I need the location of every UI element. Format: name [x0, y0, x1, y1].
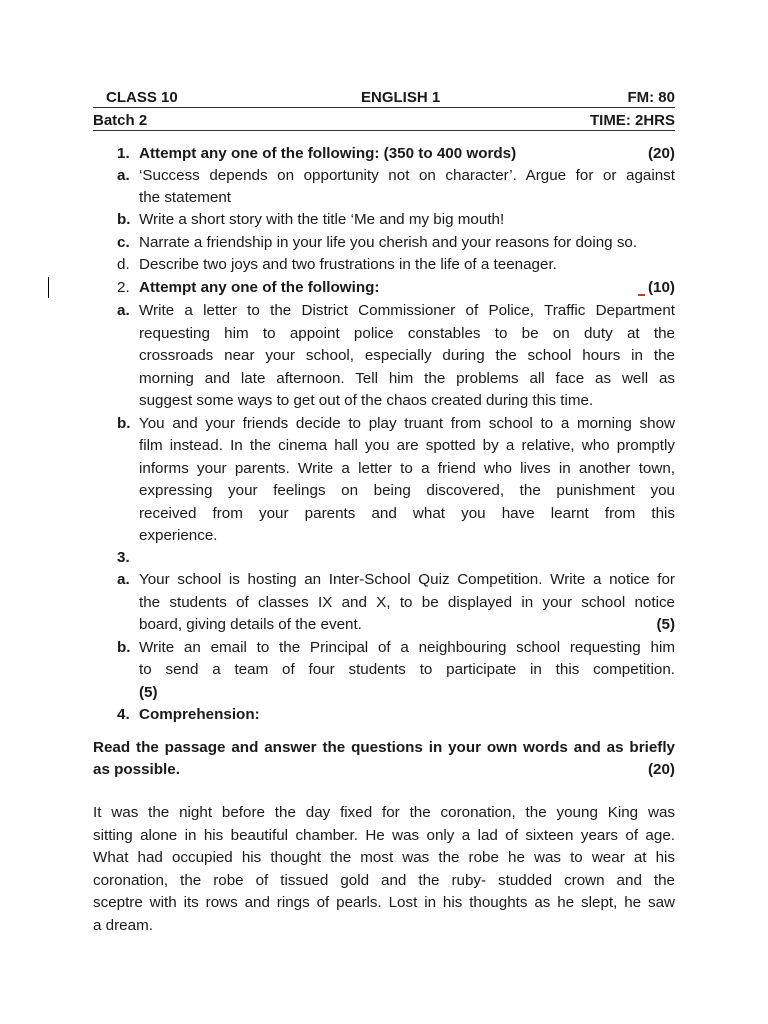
comprehension-instruction	[93, 738, 675, 758]
q1d-line-1: Describe two joys and two frustrations in the life of a teenager.	[139, 256, 557, 273]
header-divider	[93, 107, 675, 108]
q1c-label: c.	[117, 234, 130, 251]
subject-title: ENGLISH 1	[361, 89, 441, 106]
q1a-label: a.	[117, 167, 130, 184]
q1-number: 1.	[117, 145, 130, 162]
q2a-label: a.	[117, 302, 130, 319]
q2a-line-5: suggest some ways to get out of the chaos created during this time.	[139, 392, 594, 409]
q2a-line-4: morning and late afternoon. Tell him the problems all face as well as	[139, 370, 675, 387]
q1c-line-1: Narrate a friendship in your life you cherish and your reasons for doing so.	[139, 234, 638, 251]
q1a-line-2: the statement	[139, 189, 232, 206]
comprehension-passage	[93, 802, 675, 938]
passage-line-3: What had occupied his thought the most was the robe he was to wear at his	[93, 849, 675, 867]
q2-instruction: Attempt any one of the following:	[139, 279, 380, 296]
q3b-marks: (5)	[139, 684, 158, 701]
batch-label: Batch 2	[93, 112, 148, 129]
text-cursor	[48, 277, 49, 298]
q2-marks: (10)	[647, 279, 675, 296]
q4-number: 4.	[117, 706, 130, 723]
q1-instruction: Attempt any one of the following: (350 to 400 words)	[139, 145, 517, 162]
q1a-line-1: ‘Success depends on opportunity not on character’. Argue for or against	[139, 167, 675, 184]
q3a-label: a.	[117, 571, 130, 588]
q2a-line-1: Write a letter to the District Commissioner of Police, Traffic Department	[139, 302, 675, 319]
q1b-label: b.	[117, 211, 131, 228]
time-label: TIME: 2HRS	[589, 112, 675, 129]
q2b-line-4: expressing your feelings on being discovered, the punishment you	[139, 482, 675, 499]
header-divider-2	[93, 130, 675, 131]
q2b-label: b.	[117, 415, 131, 432]
q3b-label: b.	[117, 639, 131, 656]
passage-line-4: coronation, the robe of tissued gold and the ruby- studded crown and the	[93, 871, 675, 889]
instruction-line-1: Read the passage and answer the questions in your own words and as briefly	[93, 739, 675, 756]
passage-line-2: sitting alone in his beautiful chamber. He was only a lad of sixteen years of age.	[93, 826, 675, 844]
class-label: CLASS 10	[106, 89, 178, 106]
q3a-line-3: board, giving details of the event.	[139, 616, 362, 633]
q2a-line-2: requesting him to appoint police constables to be on duty at the	[139, 325, 675, 342]
q2b-line-3: informs your parents. Write a letter to a friend who lives in another town,	[139, 460, 675, 477]
q1-marks: (20)	[647, 145, 675, 162]
passage-line-6: a dream.	[93, 916, 153, 934]
q1b-line-1: Write a short story with the title ‘Me and my big mouth!	[139, 211, 505, 228]
full-marks: FM: 80	[627, 89, 675, 106]
passage-line-5: sceptre with its rows and rings of pearls. Lost in his thoughts as he slept, he saw	[93, 894, 675, 912]
q2b-line-6: experience.	[139, 527, 218, 544]
q3b-line-1: Write an email to the Principal of a neighbouring school requesting him	[139, 639, 675, 656]
q3-number: 3.	[117, 549, 130, 566]
passage-line-1: It was the night before the day fixed for the coronation, the young King was	[93, 804, 675, 821]
q3a-line-1: Your school is hosting an Inter-School Quiz Competition. Write a notice for	[139, 571, 675, 588]
instruction-line-2: as possible.	[93, 761, 180, 778]
q3a-line-2: the students of classes IX and X, to be displayed in your school notice	[139, 594, 675, 611]
q2b-line-5: received from your parents and what you have learnt from this	[139, 505, 675, 522]
q4-title: Comprehension:	[139, 706, 260, 723]
q2-number: 2.	[117, 279, 130, 296]
q1d-label: d.	[117, 256, 130, 273]
q3a-marks: (5)	[656, 616, 675, 633]
q2a-line-3: crossroads near your school, especially during the school hours in the	[139, 347, 675, 364]
q2b-line-2: film instead. In the cinema hall you are spotted by a relative, who promptly	[139, 437, 675, 454]
q2b-line-1: You and your friends decide to play truant from school to a morning show	[139, 415, 675, 432]
q3b-line-2: to send a team of four students to participate in this competition.	[139, 661, 675, 678]
q4-marks: (20)	[647, 761, 675, 778]
